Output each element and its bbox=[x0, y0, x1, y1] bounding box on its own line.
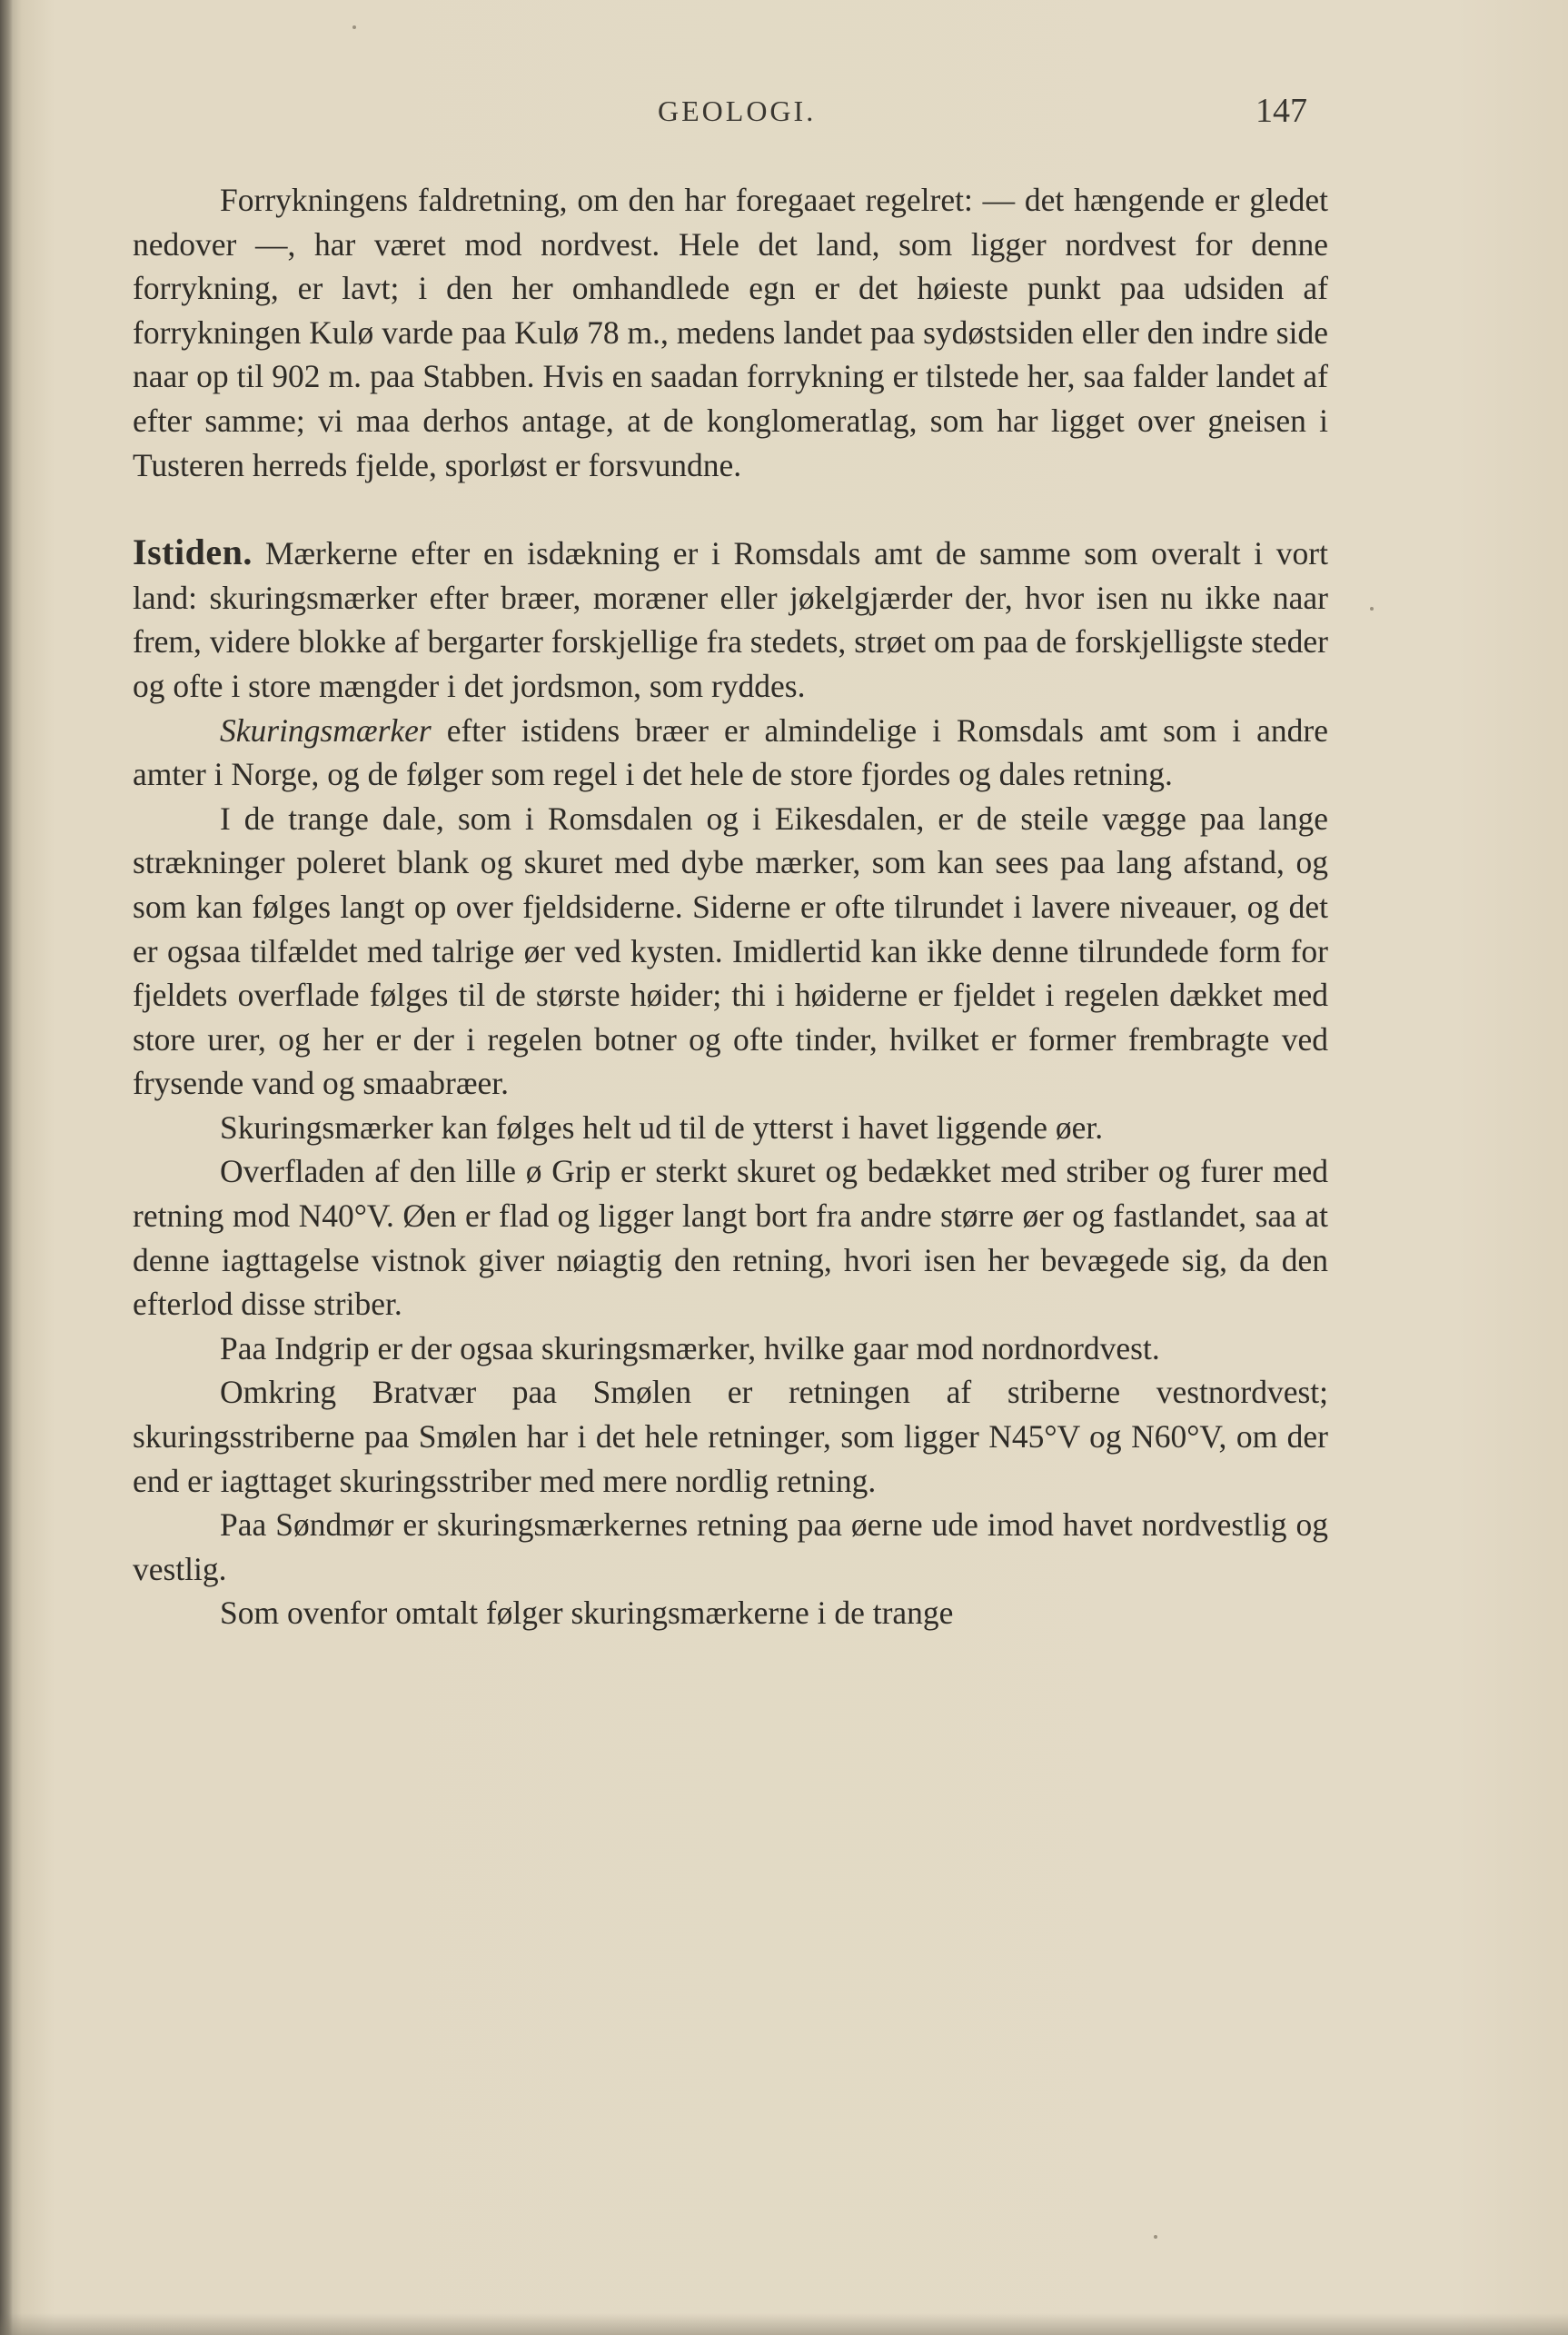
paragraph-istiden-intro bbox=[133, 531, 1328, 708]
paragraph-faultline: Forrykningens faldretning, om den har foregaaet regelret: — det hængende er gledet nedover —, har været mod nordvest. Hele det land, som ligger nordvest for denne forrykning, er lavt; i den her omhandlede egn er det høieste punkt paa udsiden af forrykningen Kulø varde paa Kulø 78 m., medens landet paa sydøstsiden eller den indre side naar op til 902 m. paa Stabben. Hvis en saadan forrykning er tilstede her, saa falder landet af efter samme; vi maa derhos antage, at de konglomeratlag, som har ligget over gneisen i Tusteren herreds fjelde, sporløst er forsvundne. bbox=[133, 182, 1328, 483]
paragraph-ovenfor: Som ovenfor omtalt følger skuringsmærkerne i de trange bbox=[220, 1595, 954, 1632]
book-spine-shadow bbox=[0, 0, 13, 2335]
paragraph-trange-dale: I de trange dale, som i Romsdalen og i Eikesdalen, er de steile vægge paa lange strækninger poleret blank og skuret med dybe mærker, som kan sees paa lang afstand, og som kan følges langt op over fjeldsiderne. Siderne er ofte tilrundet i lavere niveauer, og det er ogsaa tilfældet med talrige øer ved kysten. Imidlertid kan ikke denne tilrundede form for fjeldets overflade følges til de største høider; thi i høiderne er fjeldet i regelen dækket med store urer, og her er der i regelen botner og ofte tinder, hvilket er former frembragte ved frysende vand og smaabræer. bbox=[133, 800, 1328, 1102]
paragraph-skuringsmaerker bbox=[133, 709, 1328, 797]
paper-speck bbox=[352, 25, 356, 29]
page-number: 147 bbox=[1255, 92, 1307, 130]
italic-term: Skuringsmærker bbox=[220, 711, 432, 749]
paragraph-grip: Overfladen af den lille ø Grip er sterkt skuret og bedækket med striber og furer med retning mod N40°V. Øen er flad og ligger langt bort fra andre større øer og fastlandet, saa at denne iagttagelse vistnok giver nøiagtig den retning, hvori isen her bevægede sig, da den efterlod disse striber. bbox=[133, 1153, 1328, 1323]
paragraph-ytterst: Skuringsmærker kan følges helt ud til de ytterst i havet liggende øer. bbox=[220, 1108, 1104, 1146]
paragraph-indgrip: Paa Indgrip er der ogsaa skuringsmærker, hvilke gaar mod nordnordvest. bbox=[220, 1329, 1160, 1366]
body-text bbox=[133, 178, 1328, 1635]
paper-speck bbox=[1154, 2235, 1157, 2239]
running-header bbox=[0, 94, 1568, 140]
paper-speck bbox=[1370, 607, 1374, 611]
running-title: GEOLOGI. bbox=[658, 94, 817, 127]
paragraph-bratvaer: Omkring Bratvær paa Smølen er retningen af striberne vestnordvest; skuringsstriberne paa Smølen har i det hele retninger, som ligger N45°V og N60°V, om der end er iagttaget skuringsstriber med mere nordlig retning. bbox=[133, 1374, 1328, 1499]
paragraph-skuringsmaerker-text: efter istidens bræer er almindelige i Romsdals amt som i andre amter i Norge, og de følger som regel i det hele de store fjordes og dales retning. bbox=[133, 711, 1328, 793]
page-bottom-edge bbox=[0, 2313, 1568, 2335]
paragraph-istiden-text: Mærkerne efter en isdækning er i Romsdals amt de samme som overalt i vort land: skuringsmærker efter bræer, moræner eller jøkelgjærder der, hvor isen nu ikke naar frem, videre blokke af bergarter forskjellige fra stedets, strøet om paa de forskjelligste steder og ofte i store mængder i det jordsmon, som ryddes. bbox=[133, 535, 1328, 704]
paragraph-sondmor: Paa Søndmør er skuringsmærkernes retning paa øerne ude imod havet nordvestlig og vestlig. bbox=[133, 1506, 1328, 1587]
section-heading: Istiden. bbox=[133, 532, 253, 573]
